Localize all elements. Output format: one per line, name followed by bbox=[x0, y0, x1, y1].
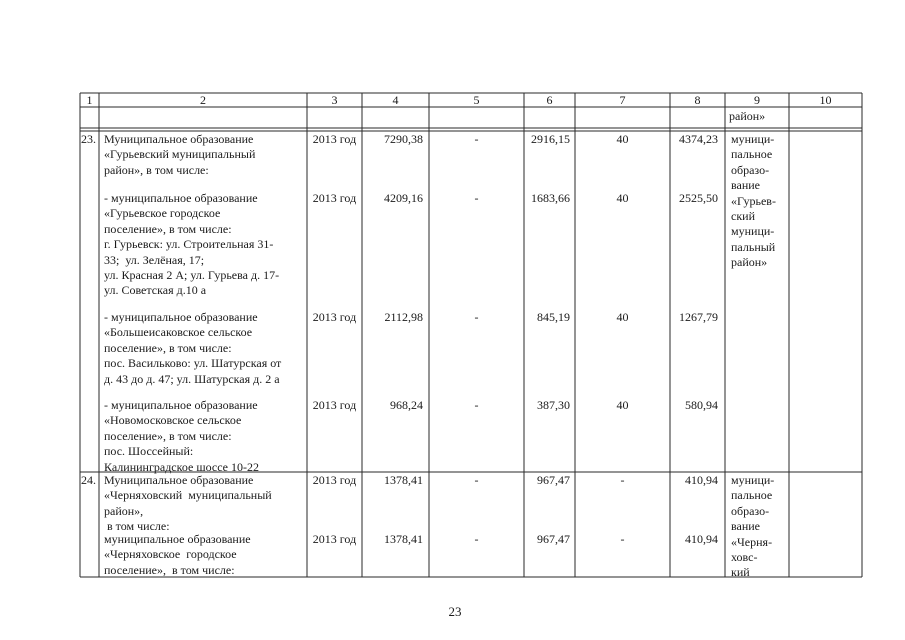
row23-sub1-col8: 2525,50 bbox=[679, 191, 718, 205]
row23-sub3-col5: - bbox=[474, 398, 479, 412]
row24-sub1-col6: 967,47 bbox=[537, 532, 570, 546]
row23-sub1-col7: 40 bbox=[616, 191, 629, 205]
row23-col7: 40 bbox=[616, 132, 629, 146]
row23-sub2-col8: 1267,79 bbox=[679, 310, 718, 324]
row23-col5: - bbox=[474, 132, 479, 146]
col-header-9: 9 bbox=[754, 93, 760, 107]
row23-col8: 4374,23 bbox=[679, 132, 718, 146]
col-header-10: 10 bbox=[819, 93, 832, 107]
col-header-4: 4 bbox=[392, 93, 399, 107]
row24-col8: 410,94 bbox=[685, 473, 718, 487]
row23-sub3-col7: 40 bbox=[616, 398, 629, 412]
col-header-7: 7 bbox=[619, 93, 626, 107]
row24-number: 24. bbox=[81, 473, 96, 487]
row23-col9: муници- пальное образо- вание «Гурьев- ский муници- пальный район» bbox=[731, 132, 776, 270]
col-header-6: 6 bbox=[546, 93, 553, 107]
row23-sub2-name: - муниципальное образование «Большеисаковское сельское поселение», в том числе: пос. Васильково: ул. Шатурская от д. 43 до д. 47; ул. Шатурская д. 2 а bbox=[104, 310, 282, 386]
row23-sub2-col6: 845,19 bbox=[537, 310, 570, 324]
row24-col7: - bbox=[620, 473, 625, 487]
row23-sub2-col4: 2112,98 bbox=[384, 310, 423, 324]
row23-sub3-col6: 387,30 bbox=[537, 398, 570, 412]
row24-sub1-col4: 1378,41 bbox=[384, 532, 423, 546]
row23-name: Муниципальное образование «Гурьевский муниципальный район», в том числе: bbox=[104, 132, 256, 177]
row24-sub1-col8: 410,94 bbox=[685, 532, 718, 546]
row24-year: 2013 год bbox=[312, 473, 357, 487]
col-header-2: 2 bbox=[200, 93, 206, 107]
row23-col6: 2916,15 bbox=[531, 132, 570, 146]
row23-sub1-name: - муниципальное образование «Гурьевское городское поселение», в том числе: г. Гурьевск: ул. Строительная 31- 33; ул. Зелёная, 17; ул. Красная 2 А; ул. Гурьева д. 17- ул. Советская д.10 а bbox=[104, 191, 280, 298]
row23-sub2-col7: 40 bbox=[616, 310, 629, 324]
row23-sub3-year: 2013 год bbox=[312, 398, 357, 412]
row23-col4: 7290,38 bbox=[384, 132, 423, 146]
row23-sub1-year: 2013 год bbox=[312, 191, 357, 205]
row23-sub2-year: 2013 год bbox=[312, 310, 357, 324]
row24-col9: муници- пальное образо- вание «Черня- ховс- кий bbox=[731, 473, 775, 580]
row24-sub1-col5: - bbox=[474, 532, 479, 546]
row23-sub3-col4: 968,24 bbox=[390, 398, 423, 412]
row23-sub2-col5: - bbox=[474, 310, 479, 324]
row24-name: Муниципальное образование «Черняховский муниципальный район», в том числе: bbox=[104, 473, 272, 534]
row23-sub1-col5: - bbox=[474, 191, 479, 205]
row24-col6: 967,47 bbox=[537, 473, 570, 487]
row23-sub3-name: - муниципальное образование «Новомосковское сельское поселение», в том числе: пос. Шоссейный: Калининградское шоссе 10-22 bbox=[104, 398, 259, 474]
row23-sub1-col6: 1683,66 bbox=[531, 191, 570, 205]
row23-number: 23. bbox=[81, 132, 96, 146]
col-header-5: 5 bbox=[473, 93, 480, 107]
row24-col5: - bbox=[474, 473, 479, 487]
row24-sub1-name: муниципальное образование «Черняховское городское поселение», в том числе: bbox=[104, 532, 251, 577]
col-header-3: 3 bbox=[331, 93, 338, 107]
row24-sub1-year: 2013 год bbox=[312, 532, 357, 546]
continuation-col9: район» bbox=[729, 109, 766, 123]
row23-sub3-col8: 580,94 bbox=[685, 398, 718, 412]
row23-year: 2013 год bbox=[312, 132, 357, 146]
col-header-1: 1 bbox=[86, 93, 93, 107]
page-number: 23 bbox=[448, 604, 462, 619]
row23-sub1-col4: 4209,16 bbox=[384, 191, 423, 205]
col-header-8: 8 bbox=[694, 93, 701, 107]
row24-sub1-col7: - bbox=[620, 532, 625, 546]
row24-col4: 1378,41 bbox=[384, 473, 423, 487]
